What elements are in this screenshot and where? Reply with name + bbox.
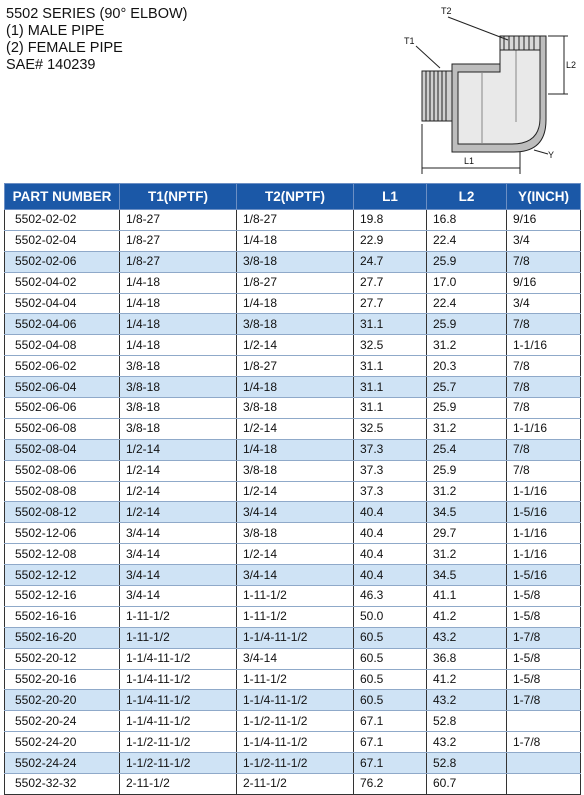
l1-cell: 31.1 <box>354 314 427 335</box>
column-header-l2: L2 <box>427 184 507 210</box>
t2-cell: 1/4-18 <box>237 377 354 398</box>
l1-cell: 76.2 <box>354 774 427 795</box>
diagram-label-l1: L1 <box>464 156 475 166</box>
header-row <box>5 184 581 210</box>
column-header-part-number: PART NUMBER <box>5 184 120 210</box>
t2-cell: 1/8-27 <box>237 210 354 231</box>
y-cell: 7/8 <box>507 377 581 398</box>
t2-cell: 3/4-14 <box>237 502 354 523</box>
l1-cell: 60.5 <box>354 669 427 690</box>
t1-cell: 3/8-18 <box>120 418 237 439</box>
table-row <box>5 356 581 377</box>
t1-cell: 3/8-18 <box>120 377 237 398</box>
t2-cell: 3/8-18 <box>237 523 354 544</box>
l1-cell: 60.5 <box>354 690 427 711</box>
l1-cell: 31.1 <box>354 398 427 419</box>
y-cell: 7/8 <box>507 398 581 419</box>
part-number-cell: 5502-08-04 <box>5 439 120 460</box>
t2-cell: 1-1/4-11-1/2 <box>237 690 354 711</box>
table-row <box>5 690 581 711</box>
l1-cell: 60.5 <box>354 648 427 669</box>
l2-cell: 17.0 <box>427 272 507 293</box>
part-number-cell: 5502-06-02 <box>5 356 120 377</box>
l1-cell: 40.4 <box>354 565 427 586</box>
table-row <box>5 398 581 419</box>
t2-cell: 1/2-14 <box>237 418 354 439</box>
t2-cell: 1-11-1/2 <box>237 586 354 607</box>
t2-cell: 1-1/2-11-1/2 <box>237 711 354 732</box>
t2-cell: 1/2-14 <box>237 481 354 502</box>
spec-table-header <box>5 184 581 210</box>
t1-cell: 1/2-14 <box>120 502 237 523</box>
part-number-cell: 5502-16-20 <box>5 627 120 648</box>
part-number-cell: 5502-20-24 <box>5 711 120 732</box>
column-header-y: Y(INCH) <box>507 184 581 210</box>
t2-cell: 1/8-27 <box>237 272 354 293</box>
y-cell: 7/8 <box>507 314 581 335</box>
l1-cell: 46.3 <box>354 586 427 607</box>
l1-cell: 37.3 <box>354 460 427 481</box>
y-cell: 1-7/8 <box>507 627 581 648</box>
t2-cell: 1/4-18 <box>237 293 354 314</box>
column-header-t1: T1(NPTF) <box>120 184 237 210</box>
l2-cell: 25.9 <box>427 398 507 419</box>
l1-cell: 60.5 <box>354 627 427 648</box>
y-cell: 1-1/16 <box>507 544 581 565</box>
diagram-label-t1: T1 <box>404 36 415 46</box>
l2-cell: 25.7 <box>427 377 507 398</box>
table-row <box>5 230 581 251</box>
l2-cell: 41.1 <box>427 586 507 607</box>
part-number-cell: 5502-32-32 <box>5 774 120 795</box>
t1-cell: 1-1/4-11-1/2 <box>120 690 237 711</box>
part-number-cell: 5502-04-02 <box>5 272 120 293</box>
l1-cell: 40.4 <box>354 544 427 565</box>
l2-cell: 16.8 <box>427 210 507 231</box>
t1-cell: 2-11-1/2 <box>120 774 237 795</box>
table-row <box>5 377 581 398</box>
y-cell: 1-5/16 <box>507 502 581 523</box>
l2-cell: 43.2 <box>427 690 507 711</box>
y-cell: 1-1/16 <box>507 523 581 544</box>
l2-cell: 41.2 <box>427 669 507 690</box>
table-row <box>5 439 581 460</box>
part-number-cell: 5502-12-16 <box>5 586 120 607</box>
l2-cell: 34.5 <box>427 565 507 586</box>
y-cell: 3/4 <box>507 230 581 251</box>
t2-cell: 3/8-18 <box>237 314 354 335</box>
t2-cell: 1/4-18 <box>237 439 354 460</box>
t2-cell: 1/2-14 <box>237 544 354 565</box>
l2-cell: 25.9 <box>427 314 507 335</box>
t1-cell: 3/4-14 <box>120 544 237 565</box>
l2-cell: 25.4 <box>427 439 507 460</box>
table-row <box>5 335 581 356</box>
document-header <box>6 6 187 74</box>
l1-cell: 50.0 <box>354 606 427 627</box>
l2-cell: 25.9 <box>427 460 507 481</box>
l2-cell: 20.3 <box>427 356 507 377</box>
y-cell: 1-7/8 <box>507 732 581 753</box>
l1-cell: 37.3 <box>354 481 427 502</box>
table-row <box>5 627 581 648</box>
t1-cell: 1/4-18 <box>120 272 237 293</box>
table-row <box>5 669 581 690</box>
table-row <box>5 753 581 774</box>
y-cell: 1-7/8 <box>507 690 581 711</box>
l2-cell: 25.9 <box>427 251 507 272</box>
l1-cell: 67.1 <box>354 711 427 732</box>
part-number-cell: 5502-20-16 <box>5 669 120 690</box>
part-number-cell: 5502-12-06 <box>5 523 120 544</box>
t2-cell: 3/8-18 <box>237 251 354 272</box>
table-row <box>5 272 581 293</box>
t2-cell: 1-11-1/2 <box>237 669 354 690</box>
l1-cell: 40.4 <box>354 502 427 523</box>
t2-cell: 1-1/2-11-1/2 <box>237 753 354 774</box>
l2-cell: 22.4 <box>427 230 507 251</box>
table-row <box>5 460 581 481</box>
l2-cell: 52.8 <box>427 711 507 732</box>
y-cell: 1-5/8 <box>507 586 581 607</box>
diagram-label-l2: L2 <box>566 60 577 70</box>
column-header-l1: L1 <box>354 184 427 210</box>
y-cell: 1-1/16 <box>507 335 581 356</box>
part-number-cell: 5502-08-12 <box>5 502 120 523</box>
table-row <box>5 293 581 314</box>
t2-cell: 1-11-1/2 <box>237 606 354 627</box>
table-row <box>5 251 581 272</box>
part-number-cell: 5502-20-12 <box>5 648 120 669</box>
t1-cell: 1-1/4-11-1/2 <box>120 669 237 690</box>
table-row <box>5 418 581 439</box>
t1-cell: 1/4-18 <box>120 314 237 335</box>
t2-cell: 3/8-18 <box>237 398 354 419</box>
l2-cell: 43.2 <box>427 732 507 753</box>
l2-cell: 52.8 <box>427 753 507 774</box>
y-cell: 1-5/8 <box>507 606 581 627</box>
y-cell: 7/8 <box>507 356 581 377</box>
part-number-cell: 5502-24-24 <box>5 753 120 774</box>
part-number-cell: 5502-12-08 <box>5 544 120 565</box>
l2-cell: 31.2 <box>427 335 507 356</box>
t1-cell: 1-1/4-11-1/2 <box>120 648 237 669</box>
l1-cell: 27.7 <box>354 272 427 293</box>
l1-cell: 40.4 <box>354 523 427 544</box>
spec-table <box>4 183 581 795</box>
l2-cell: 41.2 <box>427 606 507 627</box>
y-cell <box>507 711 581 732</box>
y-cell: 3/4 <box>507 293 581 314</box>
l1-cell: 32.5 <box>354 418 427 439</box>
l2-cell: 22.4 <box>427 293 507 314</box>
series-title: 5502 SERIES (90° ELBOW) <box>6 6 188 22</box>
part-number-cell: 5502-16-16 <box>5 606 120 627</box>
table-row <box>5 586 581 607</box>
table-row <box>5 565 581 586</box>
y-cell <box>507 774 581 795</box>
t1-cell: 1/8-27 <box>120 251 237 272</box>
table-row <box>5 523 581 544</box>
part-number-cell: 5502-06-06 <box>5 398 120 419</box>
table-row <box>5 502 581 523</box>
part-number-cell: 5502-08-08 <box>5 481 120 502</box>
spec-table-body <box>5 210 581 795</box>
y-cell: 1-1/16 <box>507 481 581 502</box>
t1-cell: 3/8-18 <box>120 398 237 419</box>
t1-cell: 1/2-14 <box>120 481 237 502</box>
y-cell: 1-1/16 <box>507 418 581 439</box>
t2-cell: 1/2-14 <box>237 335 354 356</box>
t2-cell: 1/4-18 <box>237 230 354 251</box>
sae-number: SAE# 140239 <box>6 57 96 73</box>
table-row <box>5 648 581 669</box>
l1-cell: 19.8 <box>354 210 427 231</box>
part-number-cell: 5502-20-20 <box>5 690 120 711</box>
l2-cell: 29.7 <box>427 523 507 544</box>
part-number-cell: 5502-02-06 <box>5 251 120 272</box>
t2-cell: 1-1/4-11-1/2 <box>237 627 354 648</box>
l1-cell: 67.1 <box>354 753 427 774</box>
l2-cell: 31.2 <box>427 418 507 439</box>
table-row <box>5 774 581 795</box>
part-number-cell: 5502-06-04 <box>5 377 120 398</box>
elbow-fitting-diagram <box>396 2 580 180</box>
t2-cell: 2-11-1/2 <box>237 774 354 795</box>
l1-cell: 31.1 <box>354 377 427 398</box>
t2-cell: 1-1/4-11-1/2 <box>237 732 354 753</box>
t1-cell: 3/4-14 <box>120 586 237 607</box>
t1-cell: 1-1/2-11-1/2 <box>120 753 237 774</box>
y-cell <box>507 753 581 774</box>
part-number-cell: 5502-04-06 <box>5 314 120 335</box>
part-number-cell: 5502-24-20 <box>5 732 120 753</box>
table-row <box>5 314 581 335</box>
l2-cell: 34.5 <box>427 502 507 523</box>
l1-cell: 24.7 <box>354 251 427 272</box>
part-number-cell: 5502-06-08 <box>5 418 120 439</box>
l1-cell: 67.1 <box>354 732 427 753</box>
l1-cell: 27.7 <box>354 293 427 314</box>
table-row <box>5 606 581 627</box>
t1-cell: 1/8-27 <box>120 230 237 251</box>
y-cell: 7/8 <box>507 251 581 272</box>
t1-cell: 1/8-27 <box>120 210 237 231</box>
y-cell: 9/16 <box>507 272 581 293</box>
l1-cell: 31.1 <box>354 356 427 377</box>
t1-cell: 3/4-14 <box>120 523 237 544</box>
diagram-label-y: Y <box>548 150 555 160</box>
t1-cell: 3/8-18 <box>120 356 237 377</box>
part-number-cell: 5502-04-08 <box>5 335 120 356</box>
t2-cell: 3/4-14 <box>237 565 354 586</box>
part-number-cell: 5502-04-04 <box>5 293 120 314</box>
t1-cell: 1/4-18 <box>120 335 237 356</box>
part-number-cell: 5502-02-02 <box>5 210 120 231</box>
t2-cell: 3/4-14 <box>237 648 354 669</box>
l1-cell: 32.5 <box>354 335 427 356</box>
female-pipe-label: (2) FEMALE PIPE <box>6 40 123 56</box>
l1-cell: 22.9 <box>354 230 427 251</box>
l2-cell: 31.2 <box>427 544 507 565</box>
t2-cell: 3/8-18 <box>237 460 354 481</box>
table-row <box>5 544 581 565</box>
y-cell: 1-5/8 <box>507 669 581 690</box>
t1-cell: 1-11-1/2 <box>120 627 237 648</box>
l2-cell: 43.2 <box>427 627 507 648</box>
part-number-cell: 5502-12-12 <box>5 565 120 586</box>
l2-cell: 36.8 <box>427 648 507 669</box>
t1-cell: 1-1/2-11-1/2 <box>120 732 237 753</box>
y-cell: 7/8 <box>507 439 581 460</box>
table-row <box>5 732 581 753</box>
diagram-label-t2: T2 <box>441 6 452 16</box>
table-row <box>5 210 581 231</box>
t1-cell: 1-1/4-11-1/2 <box>120 711 237 732</box>
t1-cell: 1-11-1/2 <box>120 606 237 627</box>
l2-cell: 60.7 <box>427 774 507 795</box>
y-cell: 7/8 <box>507 460 581 481</box>
y-cell: 1-5/8 <box>507 648 581 669</box>
part-number-cell: 5502-02-04 <box>5 230 120 251</box>
l1-cell: 37.3 <box>354 439 427 460</box>
t1-cell: 3/4-14 <box>120 565 237 586</box>
male-pipe-label: (1) MALE PIPE <box>6 23 105 39</box>
y-cell: 9/16 <box>507 210 581 231</box>
table-row <box>5 481 581 502</box>
t1-cell: 1/2-14 <box>120 460 237 481</box>
t1-cell: 1/4-18 <box>120 293 237 314</box>
column-header-t2: T2(NPTF) <box>237 184 354 210</box>
part-number-cell: 5502-08-06 <box>5 460 120 481</box>
y-cell: 1-5/16 <box>507 565 581 586</box>
t2-cell: 1/8-27 <box>237 356 354 377</box>
t1-cell: 1/2-14 <box>120 439 237 460</box>
l2-cell: 31.2 <box>427 481 507 502</box>
table-row <box>5 711 581 732</box>
